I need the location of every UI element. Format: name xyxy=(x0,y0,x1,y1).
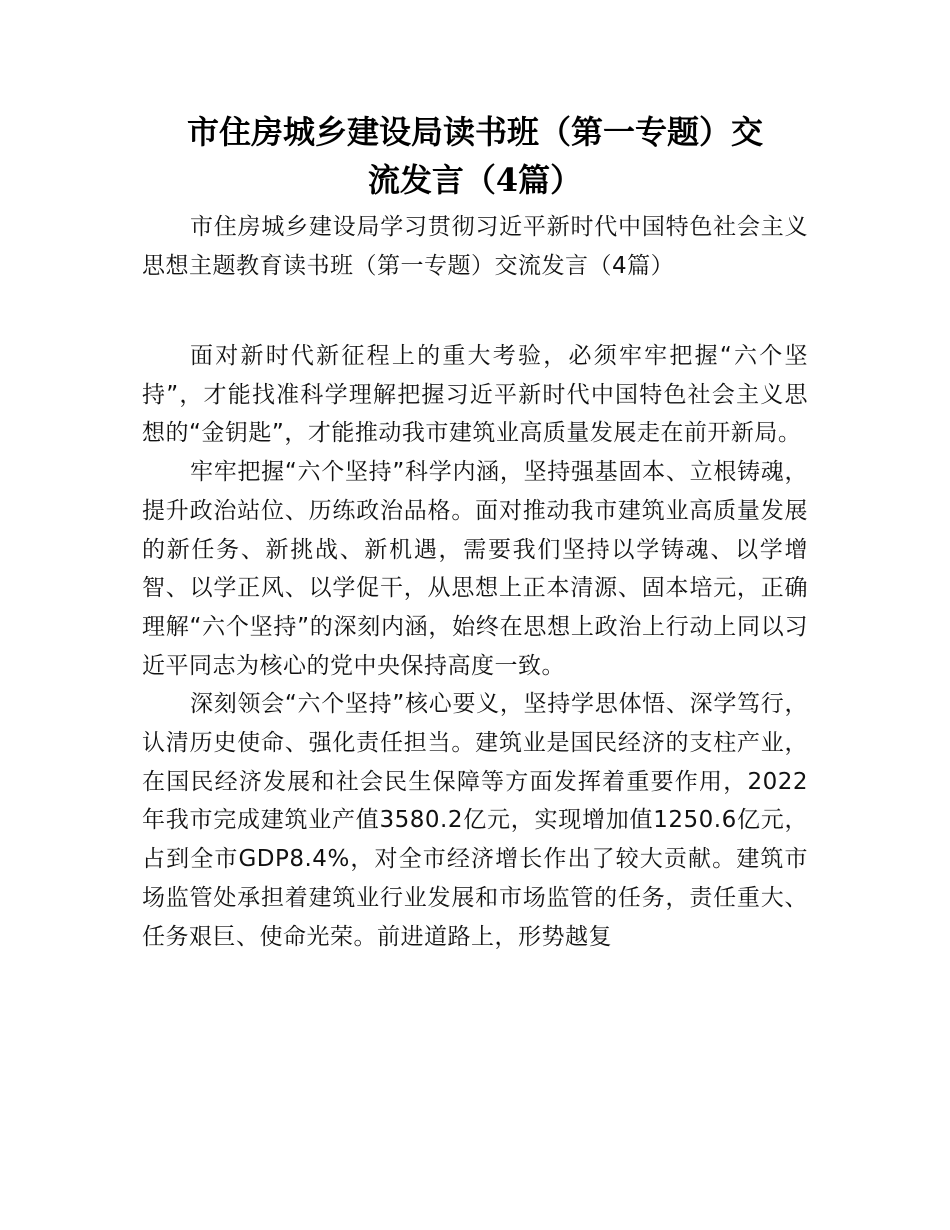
body-paragraph-2: 牢牢把握“六个坚持”科学内涵，坚持强基固本、立根铸魂，提升政治站位、历练政治品格。面对推动我市建筑业高质量发展的新任务、新挑战、新机遇，需要我们坚持以学铸魂、以学增智、以学正风、以学促干，从思想上正本清源、固本培元，正确理解“六个坚持”的深刻内涵，始终在思想上政治上行动上同以习近平同志为核心的党中央保持高度一致。 xyxy=(142,459,808,679)
title-line-1: 市住房城乡建设局读书班（第一专题）交 xyxy=(186,113,763,151)
document-title xyxy=(142,108,808,204)
body-block xyxy=(142,337,808,956)
body-paragraph-1: 面对新时代新征程上的重大考验，必须牢牢把握“六个坚持”，才能找准科学理解把握习近平新时代中国特色社会主义思想的“金钥匙”，才能推动我市建筑业高质量发展走在前开新局。 xyxy=(142,343,808,447)
body-paragraph-3: 深刻领会“六个坚持”核心要义，坚持学思体悟、深学笃行，认清历史使命、强化责任担当。建筑业是国民经济的支柱产业，在国民经济发展和社会民生保障等方面发挥着重要作用，2022年我市完成建筑业产值3580.2亿元，实现增加值1250.6亿元，占到全市GDP8.4%，对全市经济增长作出了较大贡献。建筑市场监管处承担着建筑业行业发展和市场监管的任务，责任重大、任务艰巨、使命光荣。前进道路上，形势越复 xyxy=(142,691,808,950)
title-line-2: 流发言（4篇） xyxy=(367,161,583,199)
intro-paragraph: 市住房城乡建设局学习贯彻习近平新时代中国特色社会主义思想主题教育读书班（第一专题）交流发言（4篇） xyxy=(142,214,808,279)
intro-block xyxy=(142,208,808,285)
